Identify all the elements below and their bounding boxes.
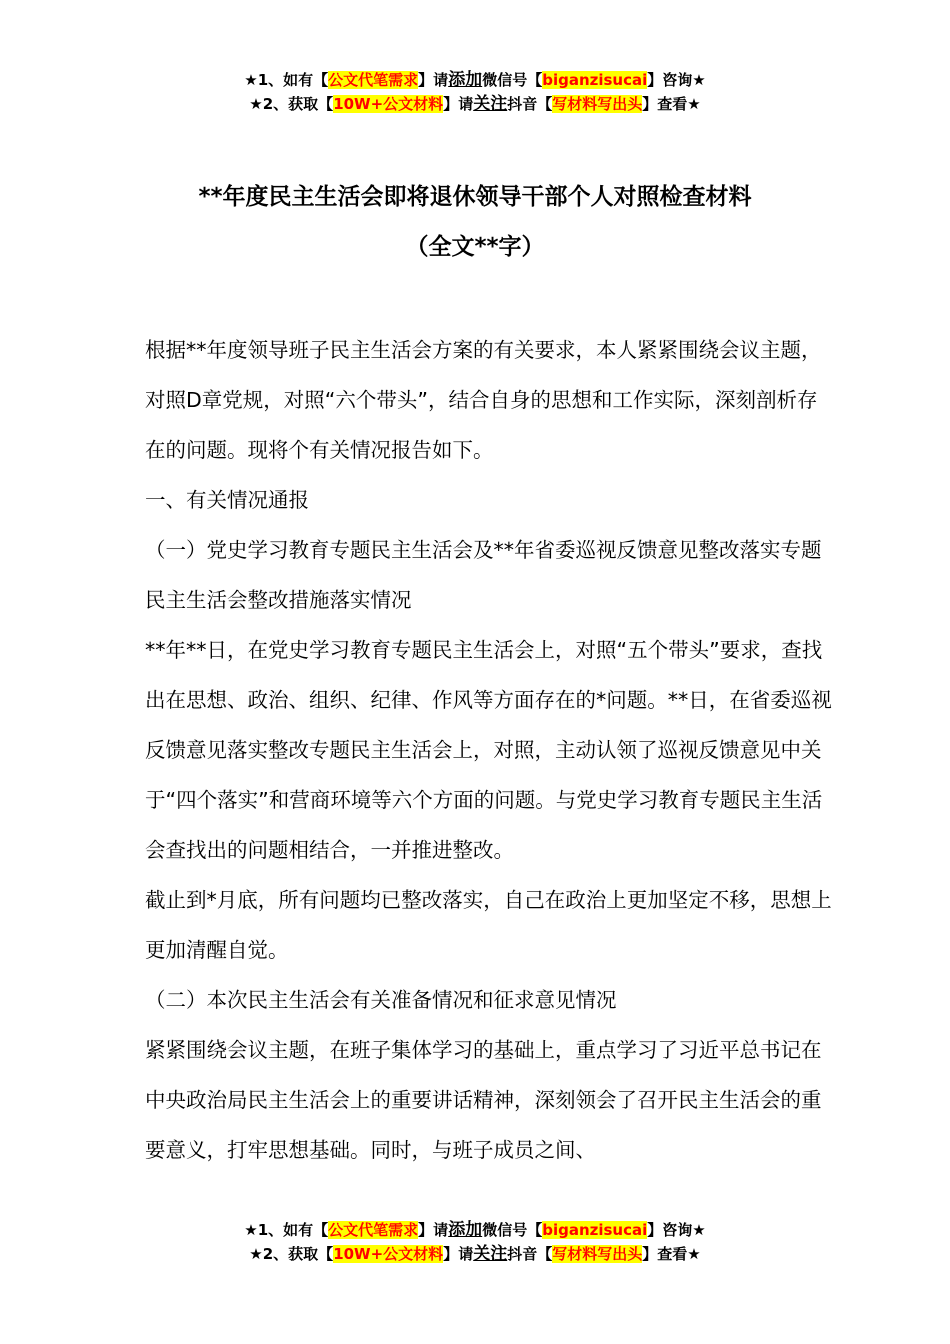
emphasis-text: 添加: [448, 70, 483, 90]
banner-text: 】咨询★: [647, 1221, 706, 1239]
banner-text: 抖音【: [507, 95, 553, 113]
highlight-text: 公文代笔需求: [328, 1221, 419, 1239]
subsection-heading: （一）党史学习教育专题民主生活会及**年省委巡视反馈意见整改落实专题民主生活会整改措施落实情况: [145, 538, 822, 612]
banner-text: 】请: [443, 95, 474, 113]
paragraph: 截止到*月底，所有问题均已整改落实，自己在政治上更加坚定不移，思想上更加清醒自觉。: [145, 888, 832, 962]
banner-text: ★1、如有【: [244, 1221, 329, 1239]
douyin-id: 写材料写出头: [552, 95, 643, 113]
emphasis-text: 关注: [473, 94, 508, 114]
paragraph: 紧紧围绕会议主题，在班子集体学习的基础上，重点学习了习近平总书记在中央政治局民主生活会上的重要讲话精神，深刻领会了召开民主生活会的重要意义，打牢思想基础。同时，与班子成员之间、: [145, 1038, 822, 1162]
banner-text: 】请: [418, 1221, 449, 1239]
banner-text: ★1、如有【: [244, 71, 329, 89]
banner-text: 微信号【: [482, 1221, 543, 1239]
subsection-heading: （二）本次民主生活会有关准备情况和征求意见情况: [145, 988, 617, 1012]
highlight-text: 10W+公文材料: [333, 1245, 444, 1263]
paragraph: 根据**年度领导班子民主生活会方案的有关要求，本人紧紧围绕会议主题，对照D章党规，对照“六个带头”，结合自身的思想和工作实际，深刻剖析存在的问题。现将个有关情况报告如下。: [145, 338, 822, 462]
header-banner: [0, 68, 950, 116]
highlight-text: 10W+公文材料: [333, 95, 444, 113]
document-body: [145, 325, 835, 1175]
banner-line-2: [0, 1242, 950, 1266]
banner-line-1: [0, 1218, 950, 1242]
emphasis-text: 关注: [473, 1244, 508, 1264]
document-title: **年度民主生活会即将退休领导干部个人对照检查材料: [198, 184, 752, 210]
wechat-id: biganzisucai: [542, 1221, 648, 1239]
banner-text: 】请: [443, 1245, 474, 1263]
banner-text: 】咨询★: [647, 71, 706, 89]
highlight-text: 公文代笔需求: [328, 71, 419, 89]
banner-text: 】查看★: [642, 1245, 701, 1263]
wechat-id: biganzisucai: [542, 71, 648, 89]
paragraph: **年**日，在党史学习教育专题民主生活会上，对照“五个带头”要求，查找出在思想、政治、组织、纪律、作风等方面存在的*问题。**日，在省委巡视反馈意见落实整改专题民主生活会上，对照，主动认领了巡视反馈意见中关于“四个落实”和营商环境等六个方面的问题。与党史学习教育专题民主生活会查找出的问题相结合，一并推进整改。: [145, 638, 832, 862]
emphasis-text: 添加: [448, 1220, 483, 1240]
footer-banner: [0, 1218, 950, 1266]
banner-text: 抖音【: [507, 1245, 553, 1263]
section-heading: 一、有关情况通报: [145, 488, 309, 512]
banner-text: 】查看★: [642, 95, 701, 113]
banner-text: 】请: [418, 71, 449, 89]
banner-text: 微信号【: [482, 71, 543, 89]
banner-line-2: [0, 92, 950, 116]
banner-text: ★2、获取【: [249, 1245, 334, 1263]
document-subtitle: （全文**字）: [405, 234, 545, 260]
banner-text: ★2、获取【: [249, 95, 334, 113]
douyin-id: 写材料写出头: [552, 1245, 643, 1263]
banner-line-1: [0, 68, 950, 92]
